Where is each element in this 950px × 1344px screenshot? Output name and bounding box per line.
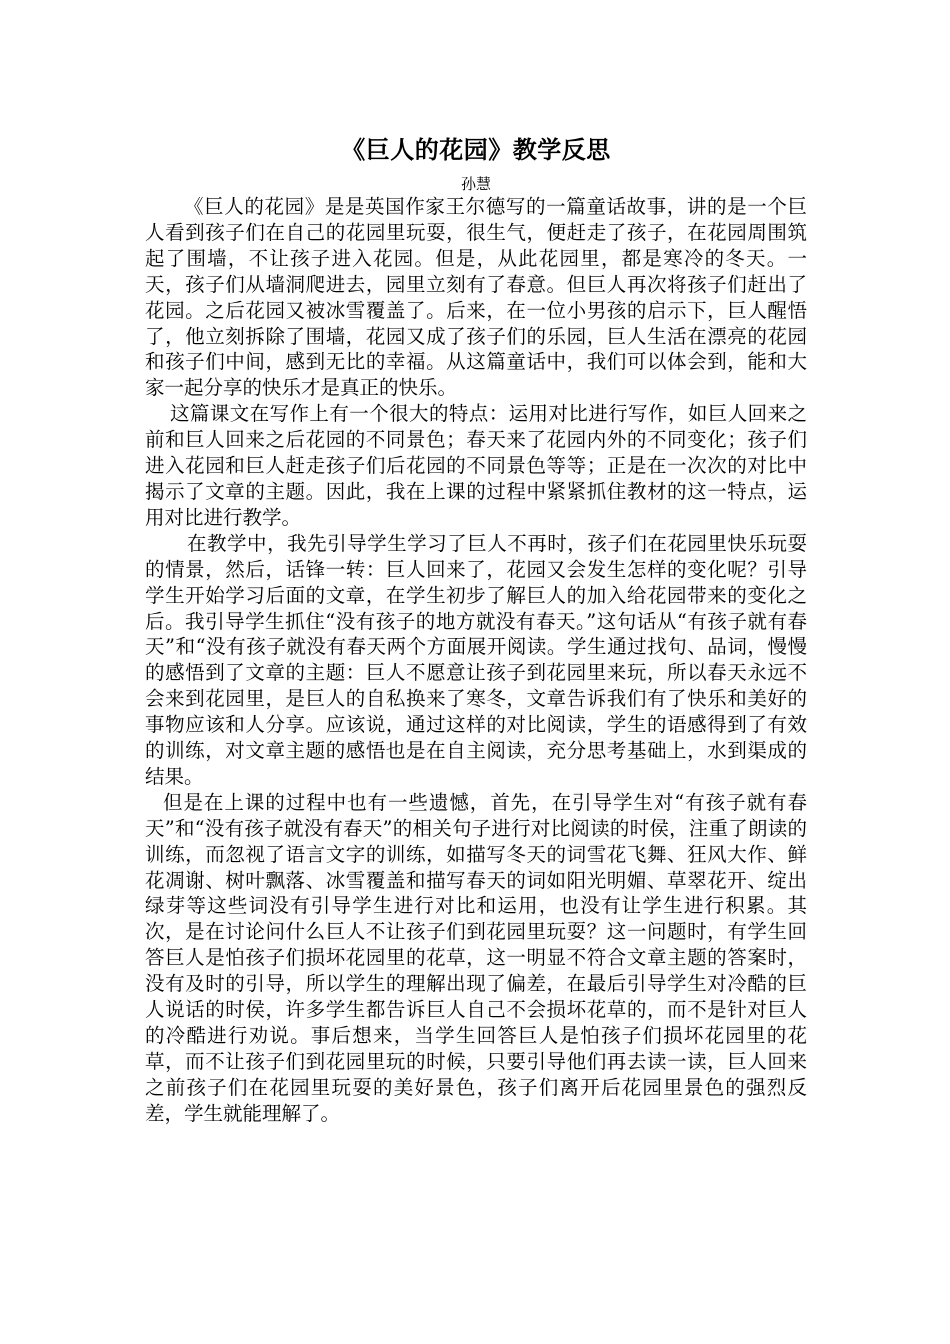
- paragraph-1: 《巨人的花园》是是英国作家王尔德写的一篇童话故事，讲的是一个巨人看到孩子们在自己的花园里玩耍，很生气，便赶走了孩子，在花园周围筑起了围墙，不让孩子进入花园。但是，从此花园里，都是寒冷的冬天。一天，孩子们从墙洞爬进去，园里立刻有了春意。但巨人再次将孩子们赶出了花园。之后花园又被冰雪覆盖了。后来，在一位小男孩的启示下，巨人醒悟了，他立刻拆除了围墙，花园又成了孩子们的乐园，巨人生活在漂亮的花园和孩子们中间，感到无比的幸福。从这篇童话中，我们可以体会到，能和大家一起分享的快乐才是真正的快乐。: [145, 195, 807, 400]
- paragraph-2: 这篇课文在写作上有一个很大的特点：运用对比进行写作，如巨人回来之前和巨人回来之后花园的不同景色；春天来了花园内外的不同变化；孩子们进入花园和巨人赶走孩子们后花园的不同景色等等；正是在一次次的对比中揭示了文章的主题。因此，我在上课的过程中紧紧抓住教材的这一特点，运用对比进行教学。: [145, 402, 807, 529]
- paragraph-4: 但是在上课的过程中也有一些遗憾，首先，在引导学生对“有孩子就有春天”和“没有孩子就没有春天”的相关句子进行对比阅读的时侯，注重了朗读的训练，而忽视了语言文字的训练，如描写冬天的词雪花飞舞、狂风大作、鲜花凋谢、树叶飘落、冰雪覆盖和描写春天的词如阳光明媚、草翠花开、绽出绿芽等这些词没有引导学生进行对比和运用，也没有让学生进行积累。其次，是在讨论问什么巨人不让孩子们到花园里玩耍？这一问题时，有学生回答巨人是怕孩子们损坏花园里的花草，这一明显不符合文章主题的答案时，没有及时的引导，所以学生的理解出现了偏差，在最后引导学生对冷酷的巨人说话的时侯，许多学生都告诉巨人自己不会损坏花草的，而不是针对巨人的冷酷进行劝说。事后想来，当学生回答巨人是怕孩子们损坏花园里的花草，而不让孩子们到花园里玩的时候，只要引导他们再去读一读，巨人回来之前孩子们在花园里玩耍的美好景色，孩子们离开后花园里景色的强烈反差，学生就能理解了。: [145, 790, 807, 1125]
- document-page: [145, 132, 807, 1127]
- document-title: 《巨人的花园》教学反思: [341, 135, 611, 164]
- author-name: 孙慧: [460, 175, 491, 193]
- paragraph-3: 在教学中，我先引导学生学习了巨人不再时，孩子们在花园里快乐玩耍的情景，然后，话锋一转：巨人回来了，花园又会发生怎样的变化呢？引导学生开始学习后面的文章，在学生初步了解巨人的加入给花园带来的变化之后。我引导学生抓住“没有孩子的地方就没有春天。”这句话从“有孩子就有春天”和“没有孩子就没有春天两个方面展开阅读。学生通过找句、品词，慢慢的感悟到了文章的主题：巨人不愿意让孩子到花园里来玩，所以春天永远不会来到花园里，是巨人的自私换来了寒冬，文章告诉我们有了快乐和美好的事物应该和人分享。应该说，通过这样的对比阅读，学生的语感得到了有效的训练，对文章主题的感悟也是在自主阅读，充分思考基础上，水到渠成的结果。: [145, 531, 807, 788]
